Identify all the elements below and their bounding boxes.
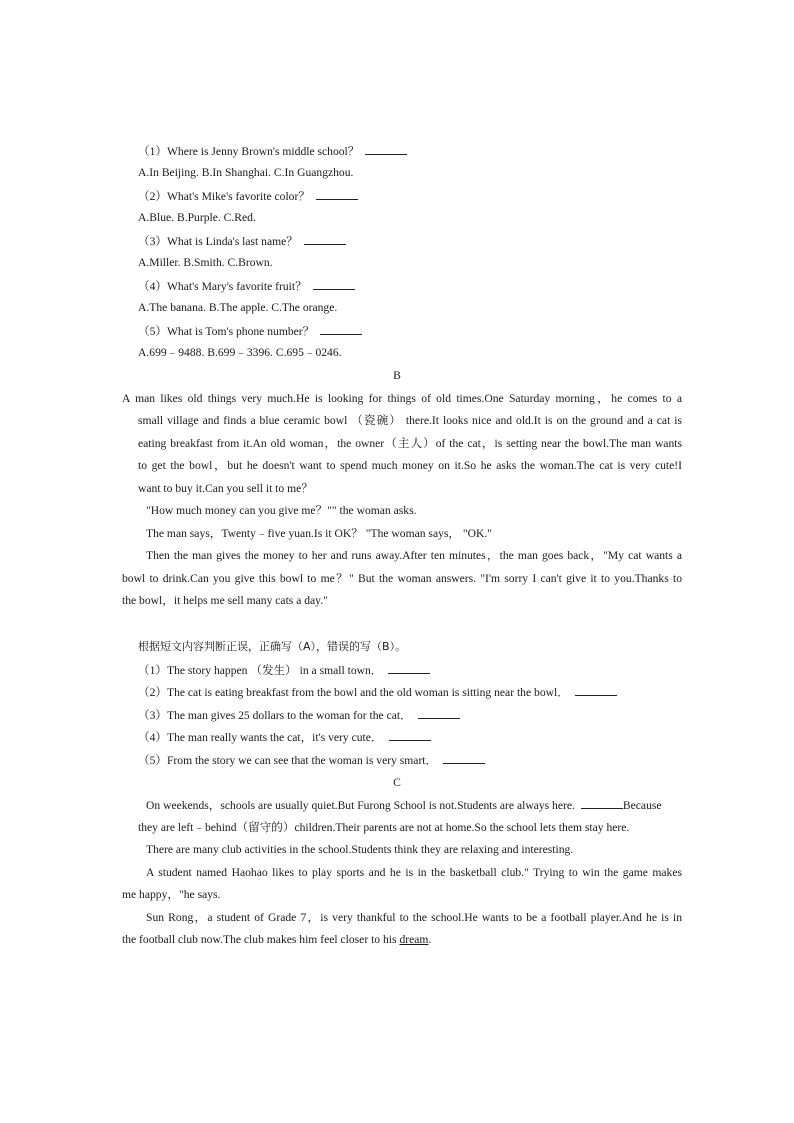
passage-b-line: Then the man gives the money to her and runs away.After ten minutes，the man goes back，"My cat wants a [146,549,682,562]
passage-c-line: Sun Rong，a student of Grade 7，is very thankful to the school.He wants to be a football player.And he is in [146,911,682,924]
instruction: 根据短文内容判断正误，正确写（A），错误的写（B）。 [138,640,407,653]
answer-blank[interactable] [389,730,431,741]
question-text: （2）What's Mike's favorite color？ [138,190,310,203]
passage-b-line: The man says，Twenty﹣five yuan.Is it OK？ "The woman says， "OK." [146,527,493,540]
passage-text: . [428,933,432,946]
question-2 [138,189,358,204]
section-c-heading: C [393,776,401,789]
statement-text: （5）From the story we can see that the woman is very smart． [138,754,438,767]
question-2-options: A.Blue. B.Purple. C.Red. [138,211,256,224]
question-4 [138,279,355,294]
question-text: （1）Where is Jenny Brown's middle school？ [138,145,360,158]
question-3-options: A.Miller. B.Smith. C.Brown. [138,256,273,269]
statement-text: （1）The story happen （发生） in a small town． [138,664,383,677]
answer-blank[interactable] [320,324,362,335]
passage-c-line: There are many club activities in the school.Students think they are relaxing and interesting. [146,843,574,856]
question-5-options: A.699﹣9488. B.699﹣3396. C.695﹣0246. [138,346,342,359]
statement-3 [138,708,460,723]
answer-blank[interactable] [316,189,358,200]
question-1-options: A.In Beijing. B.In Shanghai. C.In Guangzhou. [138,166,354,179]
passage-b-line: "How much money can you give me？"" the woman asks. [146,504,417,517]
passage-b-line: want to buy it.Can you sell it to me？ [138,482,313,495]
answer-blank[interactable] [575,685,617,696]
statement-text: （3）The man gives 25 dollars to the woman for the cat． [138,709,412,722]
passage-c-line [122,933,431,947]
statement-5 [138,753,485,768]
question-text: （3）What is Linda's last name？ [138,235,298,248]
question-5 [138,324,362,339]
answer-blank[interactable] [304,234,346,245]
passage-b-line: to get the bowl，but he doesn't want to spend much money on it.So he asks the woman.The cat is very cute!I [138,459,682,472]
answer-blank[interactable] [388,663,430,674]
question-1 [138,144,407,159]
passage-c-line: they are left﹣behind（留守的）children.Their parents are not at home.So the school lets them stay here. [138,821,630,834]
question-text: （5）What is Tom's phone number？ [138,325,315,338]
passage-text: the football club now.The club makes him feel closer to his [122,933,397,946]
statement-2 [138,685,617,700]
question-4-options: A.The banana. B.The apple. C.The orange. [138,301,338,314]
answer-blank[interactable] [581,798,623,809]
passage-c-line: A student named Haohao likes to play sports and he is in the basketball club." Trying to win the game makes [146,866,682,879]
passage-c-line: me happy，"he says. [122,888,221,901]
passage-c-line [146,798,662,813]
answer-blank[interactable] [365,144,407,155]
passage-b-line: bowl to drink.Can you give this bowl to me？" But the woman answers. "I'm sorry I can't give it to you.Thanks to [122,572,682,585]
underlined-word: dream [399,933,429,946]
passage-b-line: A man likes old things very much.He is looking for things of old times.One Saturday morning，he comes to a [122,392,682,405]
statement-4 [138,730,431,745]
passage-b-line: small village and finds a blue ceramic bowl （瓷碗） there.It looks nice and old.It is on the ground and a cat is [138,414,682,427]
statement-text: （2）The cat is eating breakfast from the bowl and the old woman is sitting near the bowl． [138,686,569,699]
passage-text: On weekends，schools are usually quiet.But Furong School is not.Students are always here. [146,799,575,812]
answer-blank[interactable] [313,279,355,290]
answer-blank[interactable] [443,753,485,764]
answer-blank[interactable] [418,708,460,719]
question-text: （4）What's Mary's favorite fruit？ [138,280,307,293]
question-3 [138,234,346,249]
section-b-heading: B [393,369,401,382]
passage-b-line: the bowl，it helps me sell many cats a day." [122,594,328,607]
passage-text: Because [622,799,662,812]
passage-b-line: eating breakfast from it.An old woman，the owner（主人）of the cat，is setting near the bowl.The man wants [138,437,682,450]
statement-text: （4）The man really wants the cat，it's very cute． [138,731,383,744]
statement-1 [138,663,430,678]
